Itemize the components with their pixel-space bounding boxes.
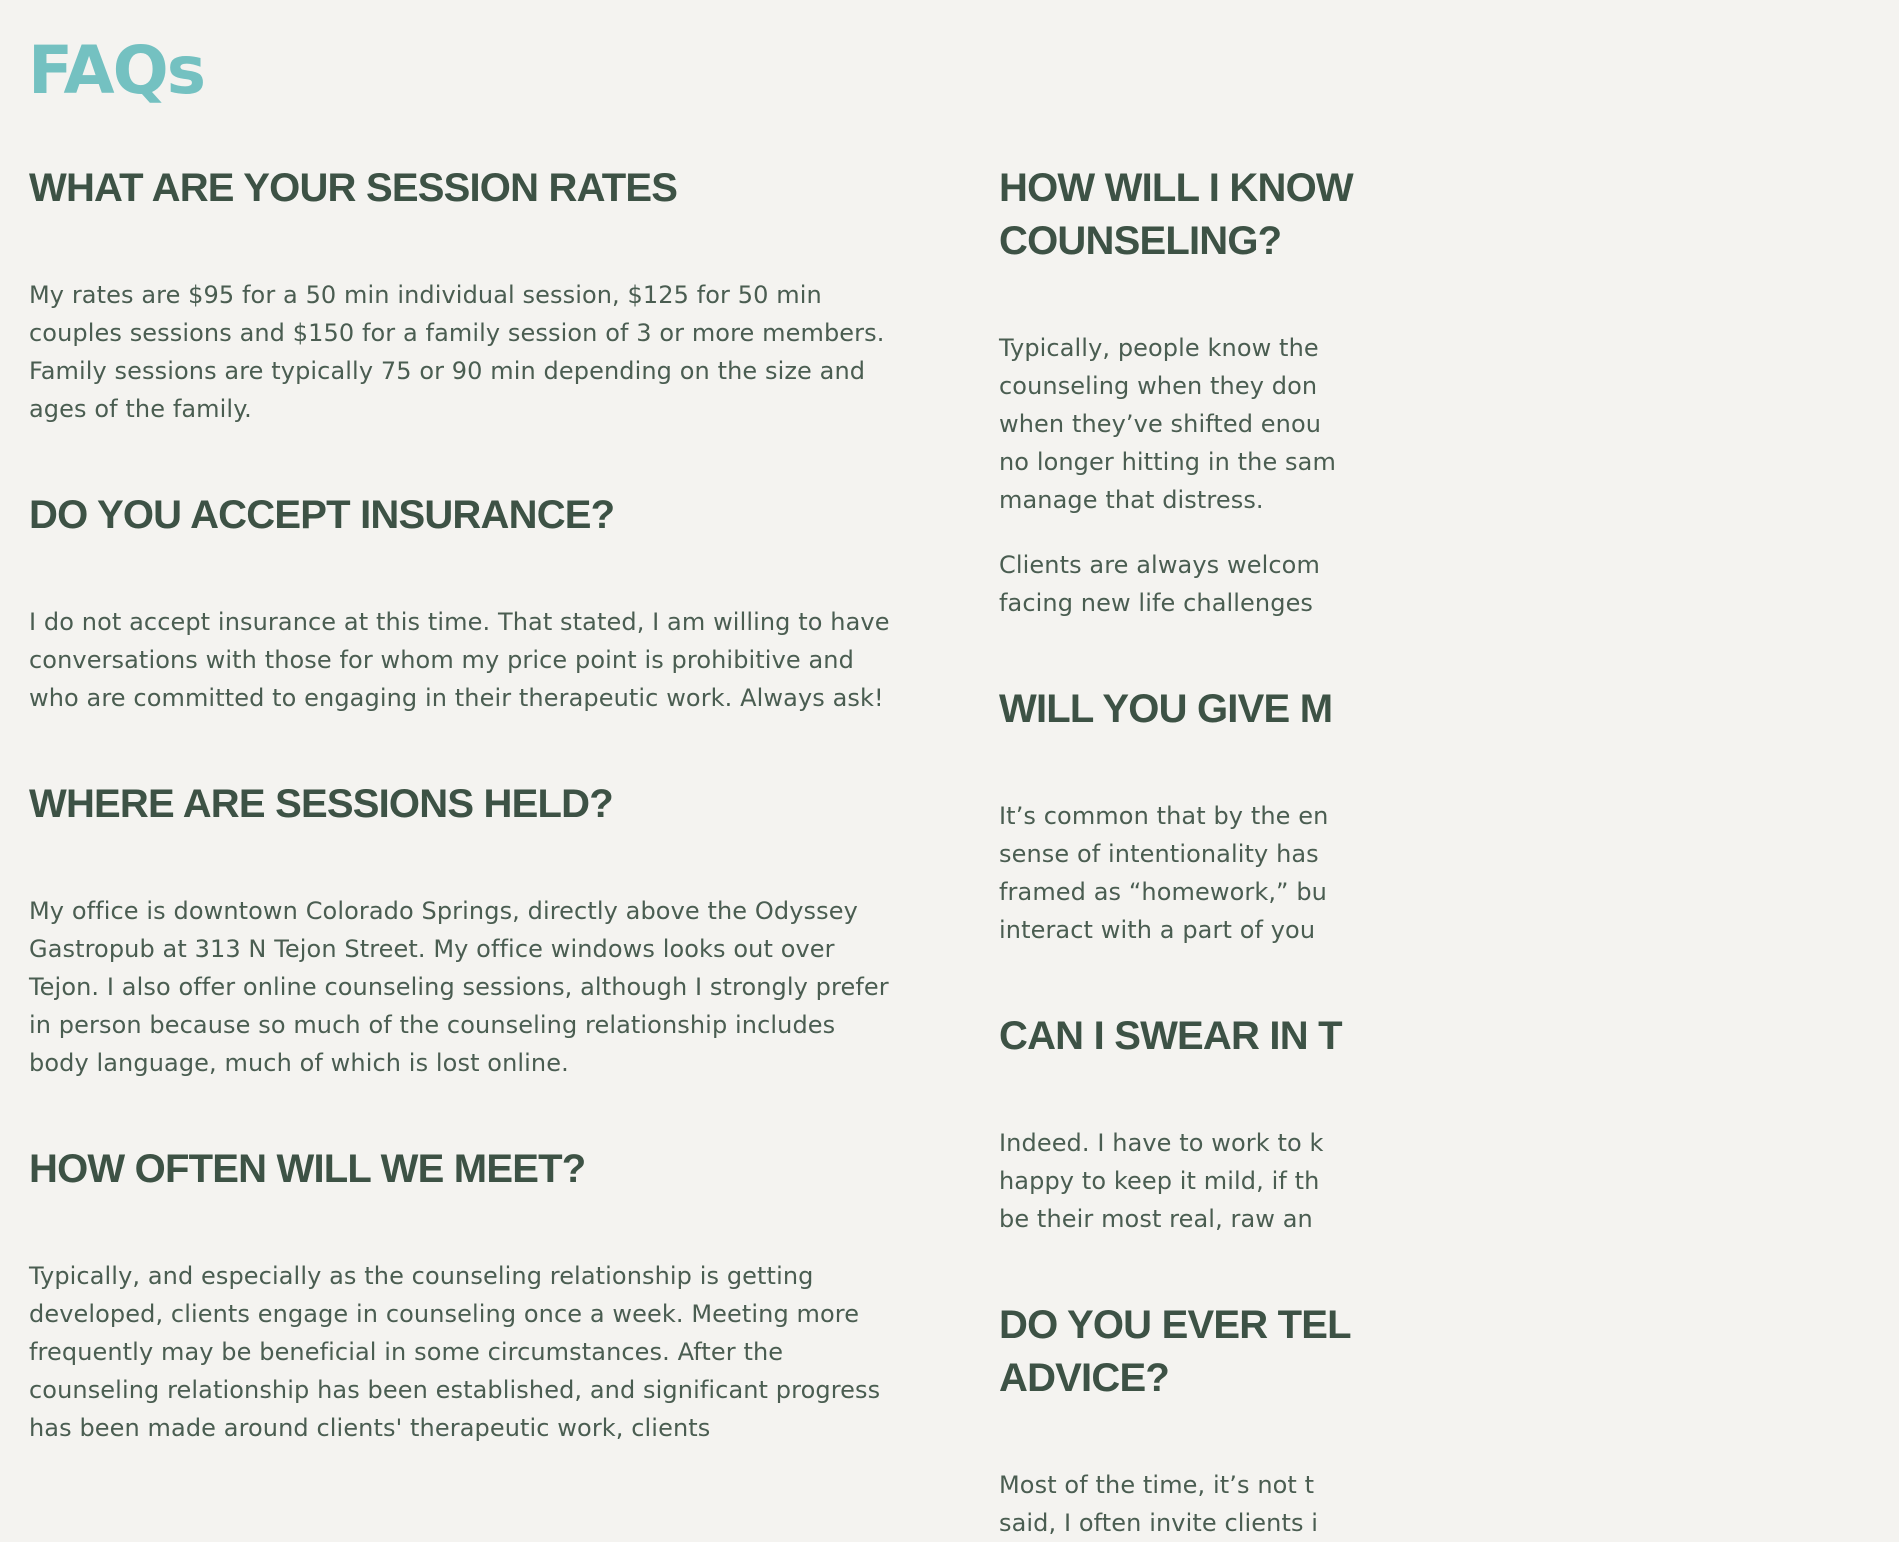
faq-answer: I do not accept insurance at this time. That stated, I am willing to have conversations with those for whom my price point is prohibitive and who are committed to engaging in their therapeutic work. Always ask!	[29, 608, 890, 712]
answer-line: Most of the time, it’s not t	[999, 1471, 1315, 1499]
faq-question-line: WILL YOU GIVE M	[999, 687, 1333, 731]
faq-question-line: DO YOU EVER TEL	[999, 1303, 1351, 1347]
faq-column-right	[999, 162, 1899, 1542]
answer-line: facing new life challenges	[999, 589, 1314, 617]
faq-question	[999, 683, 1899, 736]
answer-line: when they’ve shifted enou	[999, 410, 1322, 438]
faq-question: HOW OFTEN WILL WE MEET?	[29, 1147, 586, 1191]
faq-question-line: ADVICE?	[999, 1356, 1169, 1400]
answer-line: counseling when they don	[999, 372, 1318, 400]
answer-line: interact with a part of you	[999, 916, 1316, 944]
faq-item-insurance	[29, 489, 901, 717]
faq-item-advice	[999, 1299, 1899, 1542]
answer-line: happy to keep it mild, if th	[999, 1167, 1320, 1195]
faq-item-frequency	[29, 1143, 901, 1447]
faq-answer	[999, 329, 1899, 519]
answer-line: sense of intentionality has	[999, 840, 1319, 868]
faq-answer: My office is downtown Colorado Springs, directly above the Odyssey Gastropub at 313 N Tejon Street. My office windows looks out over Tejon. I also offer online counseling sessions, although I strongly prefer in person because so much of the counseling relationship includes body language, much of which is lost online.	[29, 897, 889, 1077]
faq-item-swearing	[999, 1010, 1899, 1238]
answer-line: Typically, people know the	[999, 334, 1319, 362]
answer-line: framed as “homework,” bu	[999, 878, 1327, 906]
faq-question-line: COUNSELING?	[999, 219, 1282, 263]
faq-answer	[999, 797, 1899, 949]
faq-item-how-will-i-know	[999, 162, 1899, 622]
faq-answer: Typically, and especially as the counseling relationship is getting developed, clients engage in counseling once a week. Meeting more frequently may be beneficial in some circumstances. After the counseling relationship has been established, and significant progress has been made around clients' therapeutic work, clients	[29, 1262, 881, 1442]
faq-item-location	[29, 778, 901, 1082]
answer-line: It’s common that by the en	[999, 802, 1329, 830]
answer-line: said, I often invite clients i	[999, 1509, 1319, 1537]
faq-item-homework	[999, 683, 1899, 949]
faq-column-left	[29, 162, 901, 1447]
faq-question-line: HOW WILL I KNOW	[999, 166, 1353, 210]
faq-answer	[999, 546, 1899, 622]
answer-line: manage that distress.	[999, 486, 1264, 514]
answer-line: be their most real, raw an	[999, 1205, 1313, 1233]
faq-question	[999, 1010, 1899, 1063]
faq-answer: My rates are $95 for a 50 min individual session, $125 for 50 min couples sessions and $150 for a family session of 3 or more members. Family sessions are typically 75 or 90 min depending on the size and ages of the family.	[29, 281, 885, 423]
answer-line: Clients are always welcom	[999, 551, 1320, 579]
faq-answer	[999, 1124, 1899, 1238]
faq-question	[999, 1299, 1899, 1405]
faq-question-line: CAN I SWEAR IN T	[999, 1014, 1342, 1058]
faq-question: DO YOU ACCEPT INSURANCE?	[29, 493, 615, 537]
faq-question	[999, 162, 1899, 268]
answer-line: no longer hitting in the sam	[999, 448, 1336, 476]
faq-answer	[999, 1466, 1899, 1542]
faq-item-session-rates	[29, 162, 901, 428]
page-title: FAQs	[28, 32, 204, 109]
faq-question: WHERE ARE SESSIONS HELD?	[29, 782, 613, 826]
faq-question: WHAT ARE YOUR SESSION RATES	[29, 166, 678, 210]
answer-line: Indeed. I have to work to k	[999, 1129, 1324, 1157]
